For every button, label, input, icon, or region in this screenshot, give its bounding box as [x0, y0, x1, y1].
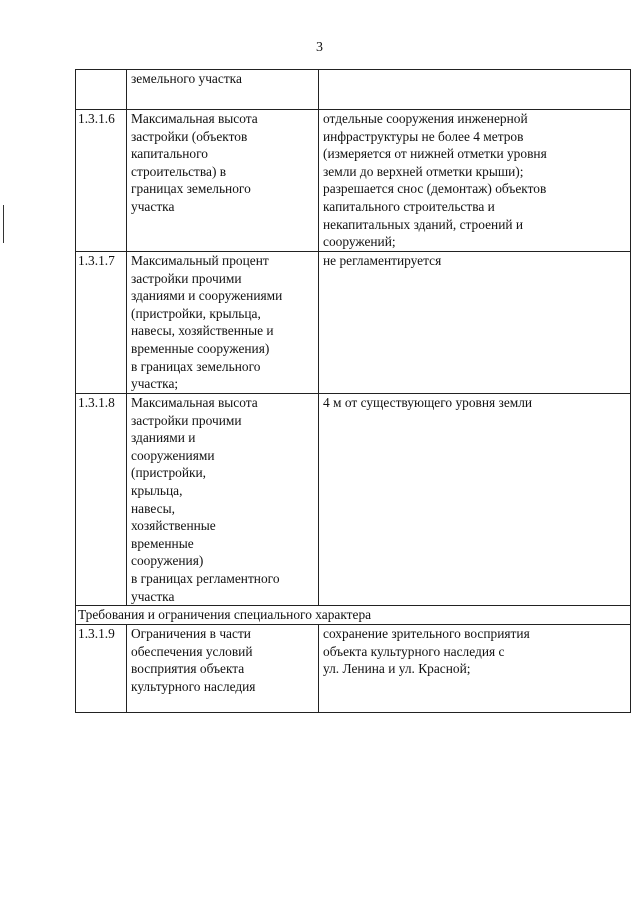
section-heading-row [76, 606, 631, 625]
row-number: 1.3.1.8 [78, 395, 115, 410]
value-text: отдельные сооружения инженерной инфраструктуры не более 4 метров (измеряется от нижней отметки уровня земли до верхней отметки крыши); разрешается снос (демонтаж) объектов капитального строительства и некапитальных зданий, строений и сооружений; [323, 111, 547, 250]
value-text: не регламентируется [323, 253, 442, 268]
parameter-text: Ограничения в части обеспечения условий восприятия объекта культурного наследия [131, 626, 256, 694]
value-text: 4 м от существующего уровня земли [323, 395, 533, 410]
parameter-text: Максимальная высота застройки (объектов капитального строительства) в границах земельного участка [131, 111, 258, 214]
value-cell [319, 394, 631, 606]
value-cell [319, 110, 631, 252]
row-number: 1.3.1.6 [78, 111, 115, 126]
value-cell [319, 625, 631, 713]
page-number: 3 [316, 40, 323, 55]
value-cell [319, 252, 631, 394]
parameter-text: земельного участка [131, 71, 242, 86]
table-row [76, 394, 631, 606]
parameter-cell [127, 394, 319, 606]
parameter-text: Максимальная высота застройки прочими зданиями и сооружениями (пристройки, крыльца, навесы, хозяйственные временные сооружения) в границах регламентного участка [131, 395, 280, 604]
row-number-cell [76, 625, 127, 713]
table-row [76, 70, 631, 110]
value-text: сохранение зрительного восприятия объекта культурного наследия с ул. Ленина и ул. Красной; [323, 626, 530, 677]
margin-mark [3, 205, 4, 243]
row-number: 1.3.1.7 [78, 253, 115, 268]
parameter-cell [127, 625, 319, 713]
row-number-cell [76, 394, 127, 606]
parameter-text: Максимальный процент застройки прочими зданиями и сооружениями (пристройки, крыльца, навесы, хозяйственные и временные сооружения) в границах земельного участка; [131, 253, 283, 392]
parameter-cell [127, 252, 319, 394]
parameter-cell [127, 110, 319, 252]
section-heading-cell [76, 606, 631, 625]
table-row [76, 625, 631, 713]
row-number: 1.3.1.9 [78, 626, 115, 642]
row-number-cell [76, 252, 127, 394]
value-cell [319, 70, 631, 110]
table-row [76, 252, 631, 394]
section-heading: Требования и ограничения специального характера [78, 607, 372, 623]
row-number-cell [76, 70, 127, 110]
regulation-table [75, 69, 631, 713]
table-row [76, 110, 631, 252]
parameter-cell [127, 70, 319, 110]
row-number-cell [76, 110, 127, 252]
